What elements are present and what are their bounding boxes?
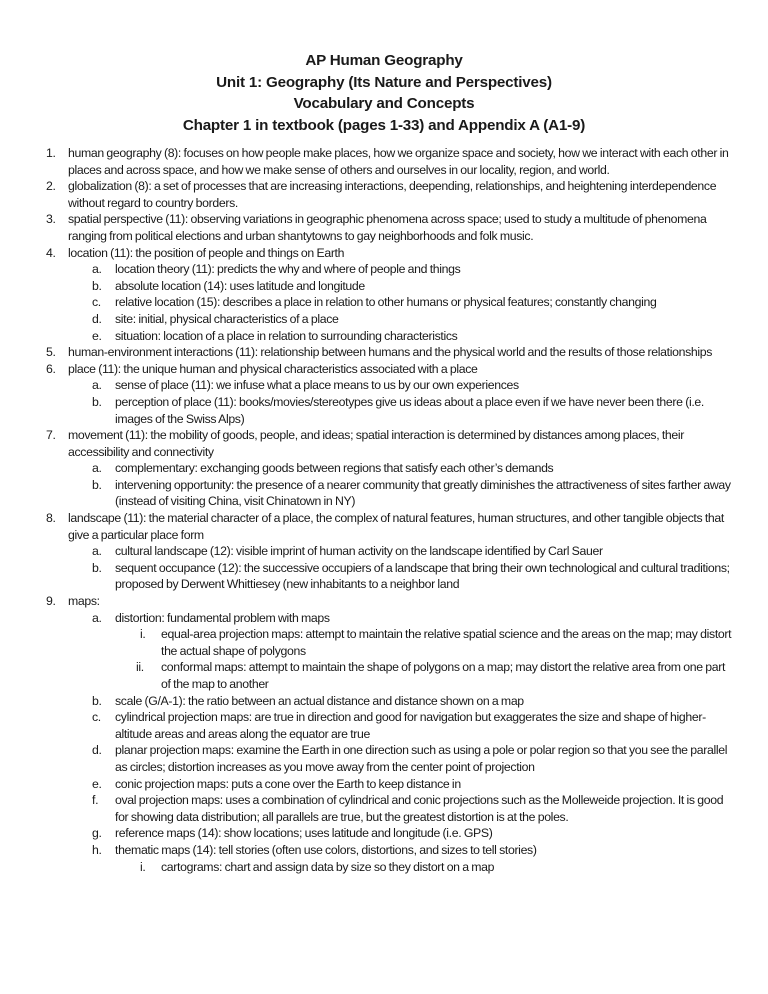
- list-marker: i.: [140, 859, 146, 874]
- list-marker: e.: [92, 328, 102, 343]
- list-marker: c.: [92, 295, 101, 310]
- sub-item-planar-projection: [0, 742, 768, 775]
- list-item-text: situation: location of a place in relation to surrounding characteristics: [115, 328, 458, 343]
- list-item-text: location theory (11): predicts the why and where of people and things: [115, 262, 461, 277]
- list-item-text: maps:: [68, 594, 100, 609]
- list-item-text: oval projection maps: uses a combination of cylindrical and conic projections such as the Molleweide projection. It is good for showing data distribution; all parallels are true, but the greatest distortion is at the poles.: [115, 793, 724, 824]
- list-item-human-geography: [0, 145, 768, 178]
- list-marker: a.: [92, 262, 102, 277]
- sub-item-absolute-location: [0, 278, 768, 295]
- sub-item-distortion: [0, 610, 768, 627]
- list-item-text: globalization (8): a set of processes that are increasing interactions, deepending, relationships, and heightening interdependence without regard to country borders.: [68, 179, 717, 210]
- sub-item-sequent-occupance: [0, 560, 768, 593]
- vocabulary-list: [0, 145, 768, 875]
- list-marker: i.: [140, 627, 146, 642]
- list-marker: a.: [92, 544, 102, 559]
- sub-sub-item-cartograms: [0, 859, 768, 876]
- list-item-text: perception of place (11): books/movies/stereotypes give us ideas about a place even if we have never been there (i.e. images of the Swiss Alps): [115, 394, 704, 426]
- list-item-text: site: initial, physical characteristics of a place: [115, 311, 339, 326]
- list-marker: a.: [92, 461, 102, 476]
- list-item-maps: [0, 593, 768, 610]
- list-item-text: sequent occupance (12): the successive occupiers of a landscape that bring their own technological and cultural traditions; proposed by Derwent Whittiesey (new inhabitants to a neighbor land: [115, 560, 730, 592]
- list-marker: d.: [92, 311, 102, 326]
- sub-item-situation: [0, 328, 768, 345]
- list-item-text: conic projection maps: puts a cone over the Earth to keep distance in: [115, 776, 461, 791]
- sub-item-reference-maps: [0, 825, 768, 842]
- list-marker: e.: [92, 776, 102, 791]
- list-marker: 6.: [46, 361, 56, 376]
- list-marker: 2.: [46, 179, 56, 194]
- document-title: [0, 50, 768, 136]
- sub-item-intervening-opportunity: [0, 477, 768, 510]
- list-item-text: cylindrical projection maps: are true in direction and good for navigation but exaggerates the size and shape of higher-altitude areas and areas along the equator are true: [115, 710, 706, 741]
- sub-item-thematic-maps: [0, 842, 768, 859]
- list-item-location: [0, 245, 768, 262]
- list-item-place: [0, 361, 768, 378]
- list-item-text: equal-area projection maps: attempt to maintain the relative spatial science and the areas on the map; may distort the actual shape of polygons: [161, 627, 732, 658]
- sub-item-site: [0, 311, 768, 328]
- title-unit: Unit 1: Geography (Its Nature and Perspectives): [216, 73, 552, 91]
- list-marker: g.: [92, 826, 102, 841]
- list-marker: a.: [92, 610, 102, 625]
- list-marker: 8.: [46, 511, 56, 526]
- list-item-landscape: [0, 510, 768, 543]
- list-item-text: planar projection maps: examine the Earth in one direction such as using a pole or polar region so that you see the parallel as circles; distortion increases as you move away from the center point of projection: [115, 743, 728, 774]
- list-item-movement: [0, 427, 768, 460]
- list-item-text: location (11): the position of people and things on Earth: [68, 245, 345, 260]
- sub-item-complementary: [0, 460, 768, 477]
- list-marker: b.: [92, 693, 102, 708]
- list-item-text: intervening opportunity: the presence of a nearer community that greatly diminishes the attractiveness of sites farther away (instead of visiting China, visit Chinatown in NY): [115, 477, 731, 509]
- list-item-text: sense of place (11): we infuse what a place means to us by our own experiences: [115, 378, 519, 393]
- sub-item-sense-of-place: [0, 377, 768, 394]
- sub-item-perception-of-place: [0, 394, 768, 427]
- sub-item-location-theory: [0, 261, 768, 278]
- list-marker: ii.: [136, 660, 144, 675]
- list-item-text: human geography (8): focuses on how people make places, how we organize space and society, how we interact with each other in places and across space, and how we make sense of others and ourselves in our locality, region, and world.: [68, 146, 729, 177]
- sub-sub-item-conformal-maps: [0, 659, 768, 692]
- list-item-text: cartograms: chart and assign data by size so they distort on a map: [161, 859, 495, 874]
- sub-item-relative-location: [0, 294, 768, 311]
- list-marker: b.: [92, 394, 102, 409]
- list-item-spatial-perspective: [0, 211, 768, 244]
- list-item-text: scale (G/A-1): the ratio between an actual distance and distance shown on a map: [115, 693, 524, 708]
- list-marker: a.: [92, 378, 102, 393]
- list-marker: b.: [92, 278, 102, 293]
- list-item-globalization: [0, 178, 768, 211]
- list-marker: 5.: [46, 345, 56, 360]
- sub-item-oval-projection: [0, 792, 768, 825]
- sub-item-cylindrical-projection: [0, 709, 768, 742]
- list-marker: b.: [92, 560, 102, 575]
- list-item-text: thematic maps (14): tell stories (often use colors, distortions, and sizes to tell stories): [115, 842, 537, 857]
- title-course: AP Human Geography: [305, 52, 463, 69]
- list-marker: 3.: [46, 212, 56, 227]
- title-reference: Chapter 1 in textbook (pages 1-33) and Appendix A (A1-9): [182, 116, 586, 134]
- sub-item-scale: [0, 693, 768, 710]
- sub-sub-item-equal-area-projection: [0, 626, 768, 659]
- list-marker: 7.: [46, 428, 56, 443]
- list-item-text: distortion: fundamental problem with maps: [115, 610, 330, 625]
- list-marker: c.: [92, 710, 101, 725]
- list-marker: d.: [92, 743, 102, 758]
- sub-item-conic-projection: [0, 776, 768, 793]
- title-subtitle: Vocabulary and Concepts: [293, 95, 475, 112]
- list-item-text: place (11): the unique human and physical characteristics associated with a place: [68, 361, 478, 376]
- list-marker: 9.: [46, 594, 56, 609]
- list-item-text: movement (11): the mobility of goods, people, and ideas; spatial interaction is determined by distances among places, their accessibility and connectivity: [68, 428, 685, 459]
- list-marker: h.: [92, 842, 102, 857]
- list-marker: 4.: [46, 245, 56, 260]
- list-item-text: relative location (15): describes a place in relation to other humans or physical features; constantly changing: [115, 295, 657, 310]
- list-item-text: conformal maps: attempt to maintain the shape of polygons on a map; may distort the relative area from one part of the map to another: [161, 660, 726, 691]
- list-item-text: cultural landscape (12): visible imprint of human activity on the landscape identified by Carl Sauer: [115, 544, 603, 559]
- list-item-text: absolute location (14): uses latitude and longitude: [115, 278, 365, 293]
- list-item-text: spatial perspective (11): observing variations in geographic phenomena across space; used to study a multitude of phenomena ranging from political elections and urban shantytowns to gay neighborhoods and folk music.: [68, 212, 707, 243]
- list-item-text: human-environment interactions (11): relationship between humans and the physical world and the results of those relationships: [68, 345, 713, 360]
- sub-item-cultural-landscape: [0, 543, 768, 560]
- list-marker: b.: [92, 477, 102, 492]
- list-item-human-environment-interactions: [0, 344, 768, 361]
- list-marker: f.: [92, 793, 99, 808]
- list-item-text: complementary: exchanging goods between regions that satisfy each other’s demands: [115, 461, 554, 476]
- list-item-text: landscape (11): the material character of a place, the complex of natural features, human structures, and other tangible objects that give a particular place form: [68, 511, 724, 542]
- list-item-text: reference maps (14): show locations; uses latitude and longitude (i.e. GPS): [115, 826, 493, 841]
- list-marker: 1.: [46, 146, 56, 160]
